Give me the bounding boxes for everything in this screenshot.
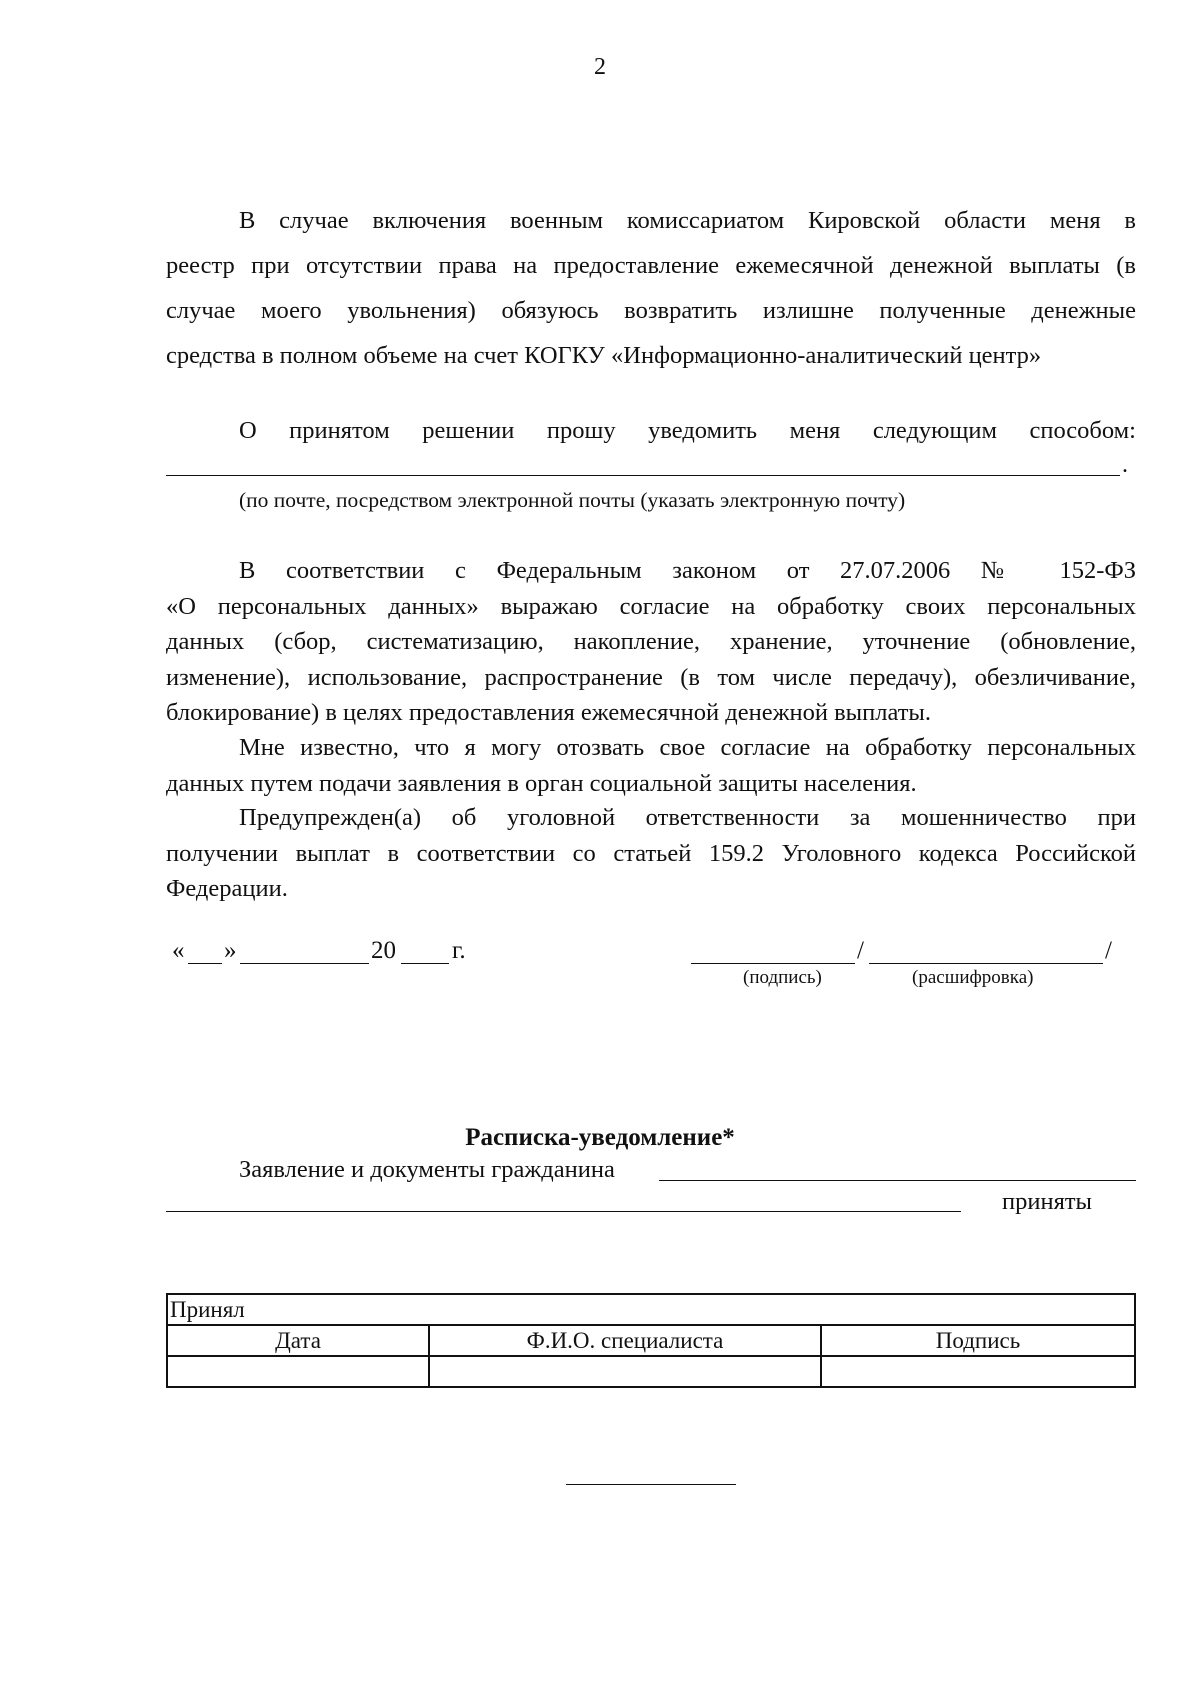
date-cell[interactable] <box>167 1356 429 1387</box>
table-column-signature: Подпись <box>821 1325 1135 1356</box>
year-field-line[interactable] <box>401 963 449 964</box>
warning-paragraph <box>166 800 1136 907</box>
paragraph-line: реестр при отсутствии права на предоставление ежемесячной денежной выплаты (в <box>166 252 1136 279</box>
closing-divider <box>566 1484 736 1485</box>
table-row <box>167 1325 1135 1356</box>
page-number: 2 <box>594 54 606 80</box>
notify-paragraph <box>166 413 1136 449</box>
receipt-table <box>166 1293 1136 1388</box>
receipt-line-label: Заявление и документы гражданина <box>239 1156 615 1183</box>
citizen-name-field-line[interactable] <box>659 1180 1136 1181</box>
paragraph-line: данных (сбор, систематизацию, накопление, хранение, уточнение (обновление, <box>166 628 1136 655</box>
signature-cell[interactable] <box>821 1356 1135 1387</box>
year-prefix: 20 <box>371 937 396 964</box>
paragraph-line: средства в полном объеме на счет КОГКУ «Информационно-аналитический центр» <box>166 342 1042 369</box>
consent-paragraph <box>166 553 1136 731</box>
decoding-field-line[interactable] <box>869 963 1103 964</box>
paragraph-line: блокирование) в целях предоставления ежемесячной денежной выплаты. <box>166 699 932 726</box>
citizen-name-field-line-2[interactable] <box>166 1211 961 1212</box>
paragraph-line: «О персональных данных» выражаю согласие на обработку своих персональных <box>166 592 1136 620</box>
table-column-date: Дата <box>167 1325 429 1356</box>
date-open-quote: « <box>172 937 185 964</box>
paragraph-line: Предупрежден(а) об уголовной ответственности за мошенничество при <box>239 804 1136 831</box>
revoke-paragraph <box>166 730 1136 801</box>
paragraph-line: изменение), использование, распространение (в том числе передачу), обезличивание, <box>166 663 1136 691</box>
accepted-label: приняты <box>1002 1188 1093 1215</box>
notify-method-field-line[interactable] <box>166 475 1120 476</box>
refund-paragraph <box>166 198 1136 378</box>
day-field-line[interactable] <box>188 963 222 964</box>
paragraph-line: В соответствии с Федеральным законом от 27.07.2006 № 152-ФЗ <box>239 557 1136 584</box>
decoding-caption: (расшифровка) <box>912 967 1034 988</box>
paragraph-line: Федерации. <box>166 875 288 902</box>
year-suffix: г. <box>452 937 466 964</box>
paragraph-line: В случае включения военным комиссариатом Кировской области меня в <box>239 207 1136 234</box>
signature-field-line[interactable] <box>691 963 855 964</box>
notify-line: О принятом решении прошу уведомить меня следующим способом: <box>239 417 1136 444</box>
table-column-specialist: Ф.И.О. специалиста <box>429 1325 821 1356</box>
signature-slash: / <box>857 937 864 964</box>
table-row <box>167 1356 1135 1387</box>
notify-hint <box>166 488 1136 513</box>
specialist-cell[interactable] <box>429 1356 821 1387</box>
month-field-line[interactable] <box>240 963 369 964</box>
signature-caption: (подпись) <box>743 967 822 988</box>
field-end-dot: . <box>1122 452 1128 478</box>
paragraph-line: Мне известно, что я могу отозвать свое согласие на обработку персональных <box>239 734 1136 761</box>
receipt-title: Расписка-уведомление* <box>465 1124 735 1151</box>
table-header-accepted-by: Принял <box>167 1294 1135 1325</box>
table-row <box>167 1294 1135 1325</box>
paragraph-line: получении выплат в соответствии со статьей 159.2 Уголовного кодекса Российской <box>166 839 1136 867</box>
decoding-slash: / <box>1105 937 1112 964</box>
paragraph-line: случае моего увольнения) обязуюсь возвратить излишне полученные денежные <box>166 297 1136 324</box>
paragraph-line: данных путем подачи заявления в орган социальной защиты населения. <box>166 769 917 797</box>
notify-hint-text: (по почте, посредством электронной почты (указать электронную почту) <box>239 488 906 512</box>
date-close-quote: » <box>224 937 237 964</box>
